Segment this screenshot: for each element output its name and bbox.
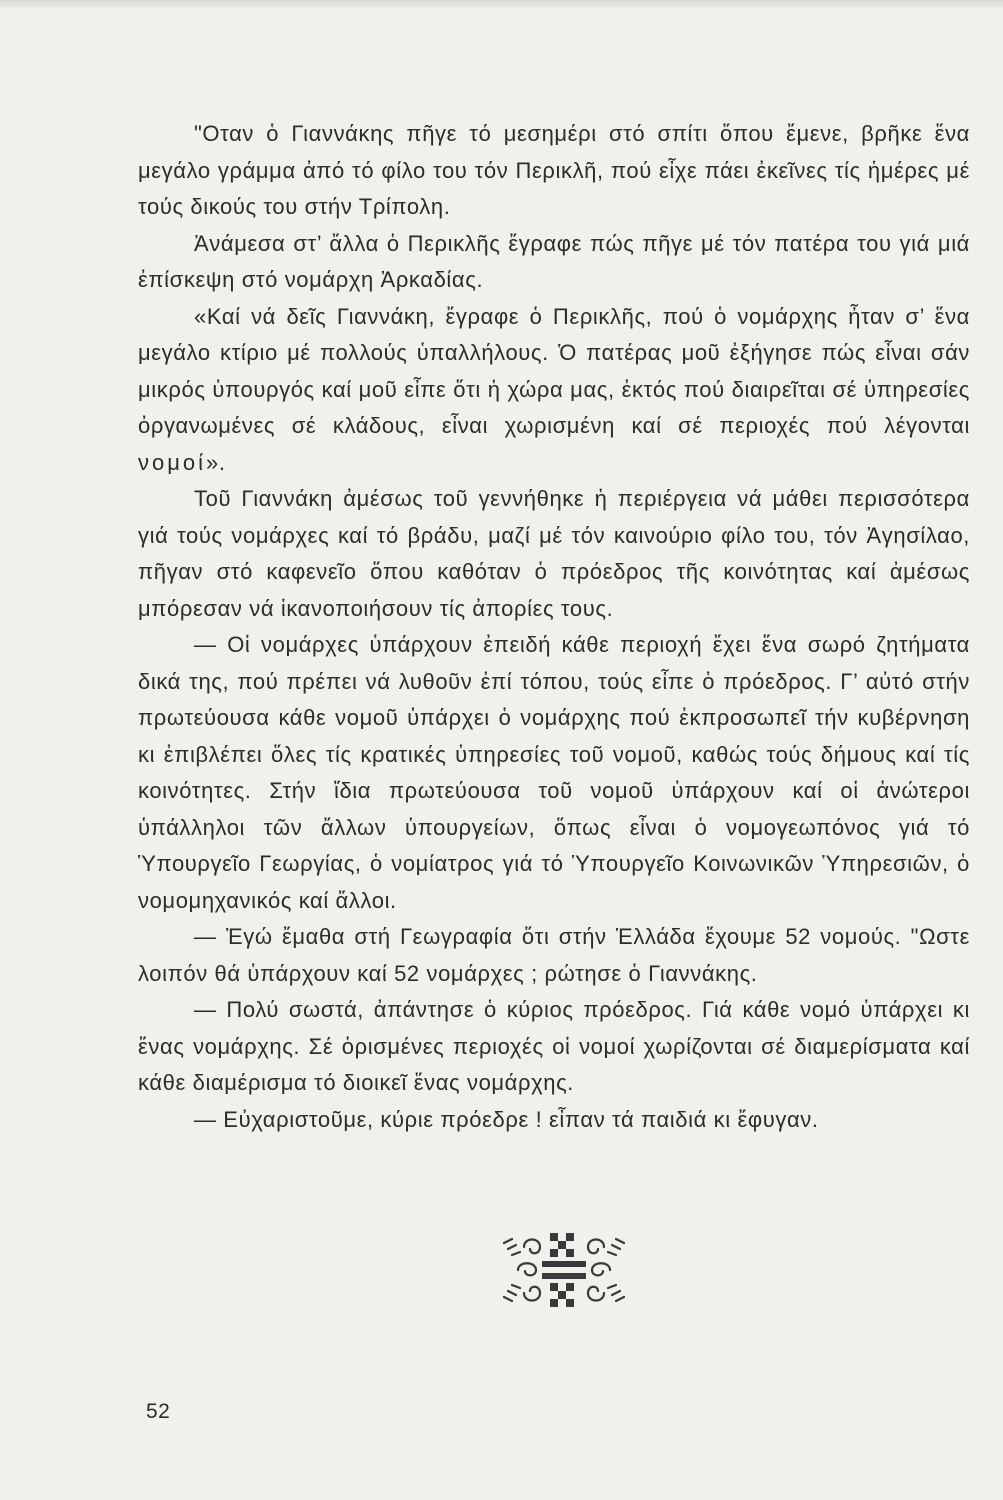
page-number: 52	[146, 1400, 171, 1423]
paragraph-3-letter	[138, 299, 970, 482]
paragraph-7-dialogue: — Πολύ σωστά, ἀπάντησε ὁ κύριος πρόεδρος. Γιά κάθε νομό ὑπάρχει κι ἕνας νομάρχης. Σέ ὁρισμένες περιοχές οἱ νομοί χωρίζονται σέ διαμερίσματα καί κάθε διαμέρισμα τό διοικεῖ ἕνας νομάρχης.	[138, 997, 970, 1095]
spaced-word: νομοί	[138, 449, 207, 475]
page-top-edge	[0, 0, 1003, 10]
decorative-ornament-icon	[494, 1225, 634, 1315]
paragraph-5-dialogue: — Οἱ νομάρχες ὑπάρχουν ἐπειδή κάθε περιοχή ἔχει ἕνα σωρό ζητήματα δικά της, πού πρέπει νά λυθοῦν ἐπί τόπου, τούς εἶπε ὁ πρόεδρος. Γ’ αὐτό στήν πρωτεύουσα κάθε νομοῦ ὑπάρχει ὁ νομάρχης πού ἐκπροσωπεῖ τήν κυβέρνηση κι ἐπιβλέπει ὅλες τίς κρατικές ὑπηρεσίες τοῦ νομοῦ, καθώς τούς δήμους καί τίς κοινότητες. Στήν ἴδια πρωτεύουσα τοῦ νομοῦ ὑπάρχουν καί οἱ ἀνώτεροι ὑπάλληλοι τῶν ἄλλων ὑπουργείων, ὅπως εἶναι ὁ νομογεωπόνος γιά τό Ὑπουργεῖο Γεωργίας, ὁ νομίατρος γιά τό Ὑπουργεῖο Κοινωνικῶν Ὑπηρεσιῶν, ὁ νομομηχανικός καί ἄλλοι.	[138, 632, 970, 913]
paragraph-2: Ἀνάμεσα στ’ ἄλλα ὁ Περικλῆς ἔγραφε πώς πῆγε μέ τόν πατέρα του γιά μιά ἐπίσκεψη στό νομάρχη Ἀρκαδίας.	[138, 230, 970, 292]
letter-text: «Καί νά δεῖς Γιαννάκη, ἔγραφε ὁ Περικλῆς, πού ὁ νομάρχης ἦταν σ’ ἕνα μεγάλο κτίριο μέ πολλούς ὑπαλλήλους. Ὁ πατέρας μοῦ ἐξήγησε πώς εἶναι σάν μικρός ὑπουργός καί μοῦ εἶπε ὅτι ἡ χώρα μας, ἐκτός πού διαιρεῖται σέ ὑπηρεσίες ὀργανωμένες σέ κλάδους, εἶναι χωρισμένη καί σέ περιοχές πού λέγονται	[138, 303, 970, 438]
body-text	[138, 116, 970, 1138]
paragraph-4: Τοῦ Γιαννάκη ἀμέσως τοῦ γεννήθηκε ἡ περιέργεια νά μάθει περισσότερα γιά τούς νομάρχες καί τό βράδυ, μαζί μέ τόν καινούριο φίλο του, τόν Ἀγησίλαο, πῆγαν στό καφενεῖο ὅπου καθόταν ὁ πρόεδρος τῆς κοινότητας καί ἀμέσως μπόρεσαν νά ἱκανοποιήσουν τίς ἀπορίες τους.	[138, 486, 970, 621]
letter-closing: ».	[206, 449, 226, 475]
paragraph-6-dialogue: — Ἐγώ ἔμαθα στή Γεωγραφία ὅτι στήν Ἑλλάδα ἔχουμε 52 νομούς. "Ωστε λοιπόν θά ὑπάρχουν καί 52 νομάρχες ; ρώτησε ὁ Γιαννάκης.	[138, 924, 970, 986]
paragraph-1: "Οταν ὁ Γιαννάκης πῆγε τό μεσημέρι στό σπίτι ὅπου ἔμενε, βρῆκε ἕνα μεγάλο γράμμα ἀπό τό φίλο του τόν Περικλῆ, πού εἶχε πάει ἐκεῖνες τίς ἡμέρες μέ τούς δικούς του στήν Τρίπολη.	[138, 121, 970, 219]
paragraph-8-dialogue: — Εὐχαριστοῦμε, κύριε πρόεδρε ! εἶπαν τά παιδιά κι ἔφυγαν.	[194, 1106, 819, 1132]
